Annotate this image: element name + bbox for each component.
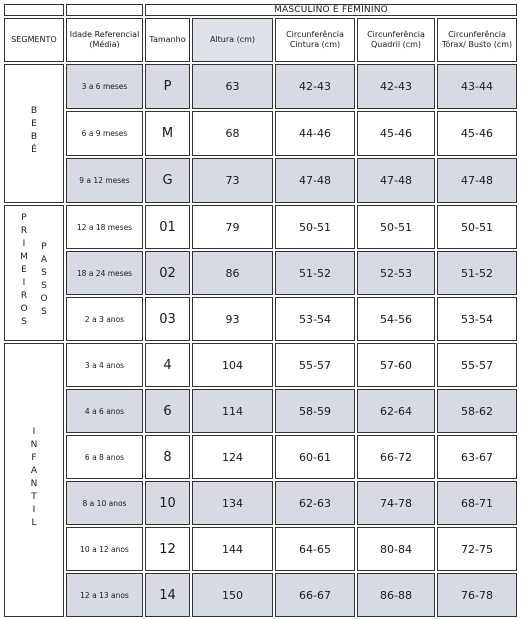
blank-cell xyxy=(66,4,143,16)
header-height: Altura (cm) xyxy=(192,18,273,62)
chest-cell: 43-44 xyxy=(437,64,517,109)
hip-cell: 74-78 xyxy=(357,481,435,525)
height-cell: 124 xyxy=(192,435,273,479)
segment-label-group xyxy=(18,213,50,330)
height-cell: 63 xyxy=(192,64,273,109)
header-segment: SEGMENTO xyxy=(4,18,64,62)
age-cell: 6 a 9 meses xyxy=(66,111,143,156)
waist-cell: 50-51 xyxy=(275,205,355,249)
header-size: Tamanho xyxy=(145,18,190,62)
hip-cell: 52-53 xyxy=(357,251,435,295)
hip-cell: 57-60 xyxy=(357,343,435,387)
table-row xyxy=(4,297,517,341)
size-cell: 01 xyxy=(145,205,190,249)
chest-cell: 72-75 xyxy=(437,527,517,571)
age-cell: 4 a 6 anos xyxy=(66,389,143,433)
height-cell: 144 xyxy=(192,527,273,571)
height-cell: 79 xyxy=(192,205,273,249)
hip-cell: 45-46 xyxy=(357,111,435,156)
age-cell: 6 a 8 anos xyxy=(66,435,143,479)
chest-cell: 68-71 xyxy=(437,481,517,525)
size-cell: 12 xyxy=(145,527,190,571)
size-table xyxy=(2,2,519,619)
size-cell: 14 xyxy=(145,573,190,617)
age-cell: 18 a 24 meses xyxy=(66,251,143,295)
chest-cell: 45-46 xyxy=(437,111,517,156)
blank-cell xyxy=(4,4,64,16)
chest-cell: 58-62 xyxy=(437,389,517,433)
segment-label: INFANTIL xyxy=(29,426,39,531)
segment-label: PRIMEIROS xyxy=(19,213,29,330)
waist-cell: 51-52 xyxy=(275,251,355,295)
size-cell: G xyxy=(145,158,190,203)
height-cell: 93 xyxy=(192,297,273,341)
hip-cell: 47-48 xyxy=(357,158,435,203)
table-row xyxy=(4,389,517,433)
height-cell: 104 xyxy=(192,343,273,387)
segment-primeiros xyxy=(4,205,64,341)
table-row xyxy=(4,158,517,203)
header-row xyxy=(4,18,517,62)
table-row xyxy=(4,527,517,571)
table-row xyxy=(4,481,517,525)
chest-cell: 76-78 xyxy=(437,573,517,617)
chest-cell: 53-54 xyxy=(437,297,517,341)
waist-cell: 64-65 xyxy=(275,527,355,571)
age-cell: 12 a 13 anos xyxy=(66,573,143,617)
age-cell: 3 a 6 meses xyxy=(66,64,143,109)
segment-label: PASSOS xyxy=(39,241,49,320)
age-cell: 3 a 4 anos xyxy=(66,343,143,387)
header-waist: Circunferência Cintura (cm) xyxy=(275,18,355,62)
size-cell: 03 xyxy=(145,297,190,341)
height-cell: 114 xyxy=(192,389,273,433)
age-cell: 10 a 12 anos xyxy=(66,527,143,571)
waist-cell: 47-48 xyxy=(275,158,355,203)
age-cell: 2 a 3 anos xyxy=(66,297,143,341)
height-cell: 150 xyxy=(192,573,273,617)
size-cell: 02 xyxy=(145,251,190,295)
hip-cell: 62-64 xyxy=(357,389,435,433)
table-row xyxy=(4,111,517,156)
segment-bebe xyxy=(4,64,64,203)
hip-cell: 80-84 xyxy=(357,527,435,571)
table-row xyxy=(4,251,517,295)
table-row xyxy=(4,573,517,617)
segment-label: BEBÊ xyxy=(29,106,39,158)
height-cell: 86 xyxy=(192,251,273,295)
header-chest: Circunferência Tórax/ Busto (cm) xyxy=(437,18,517,62)
hip-cell: 42-43 xyxy=(357,64,435,109)
chest-cell: 55-57 xyxy=(437,343,517,387)
chest-cell: 50-51 xyxy=(437,205,517,249)
waist-cell: 62-63 xyxy=(275,481,355,525)
waist-cell: 66-67 xyxy=(275,573,355,617)
age-cell: 9 a 12 meses xyxy=(66,158,143,203)
hip-cell: 86-88 xyxy=(357,573,435,617)
height-cell: 68 xyxy=(192,111,273,156)
gender-banner: MASCULINO E FEMININO xyxy=(145,4,517,16)
table-body xyxy=(4,64,517,617)
header-hip: Circunferência Quadril (cm) xyxy=(357,18,435,62)
size-cell: 8 xyxy=(145,435,190,479)
size-cell: P xyxy=(145,64,190,109)
height-cell: 134 xyxy=(192,481,273,525)
waist-cell: 42-43 xyxy=(275,64,355,109)
hip-cell: 66-72 xyxy=(357,435,435,479)
header-age: Idade Referencial (Média) xyxy=(66,18,143,62)
waist-cell: 60-61 xyxy=(275,435,355,479)
age-cell: 8 a 10 anos xyxy=(66,481,143,525)
waist-cell: 55-57 xyxy=(275,343,355,387)
size-cell: 6 xyxy=(145,389,190,433)
waist-cell: 44-46 xyxy=(275,111,355,156)
segment-infantil xyxy=(4,343,64,617)
table-row xyxy=(4,435,517,479)
banner-row xyxy=(4,4,517,16)
size-cell: 10 xyxy=(145,481,190,525)
chest-cell: 63-67 xyxy=(437,435,517,479)
chest-cell: 47-48 xyxy=(437,158,517,203)
waist-cell: 53-54 xyxy=(275,297,355,341)
chest-cell: 51-52 xyxy=(437,251,517,295)
size-cell: M xyxy=(145,111,190,156)
age-cell: 12 a 18 meses xyxy=(66,205,143,249)
size-cell: 4 xyxy=(145,343,190,387)
table-row xyxy=(4,205,517,249)
hip-cell: 54-56 xyxy=(357,297,435,341)
table-row xyxy=(4,64,517,109)
table-row xyxy=(4,343,517,387)
height-cell: 73 xyxy=(192,158,273,203)
hip-cell: 50-51 xyxy=(357,205,435,249)
waist-cell: 58-59 xyxy=(275,389,355,433)
